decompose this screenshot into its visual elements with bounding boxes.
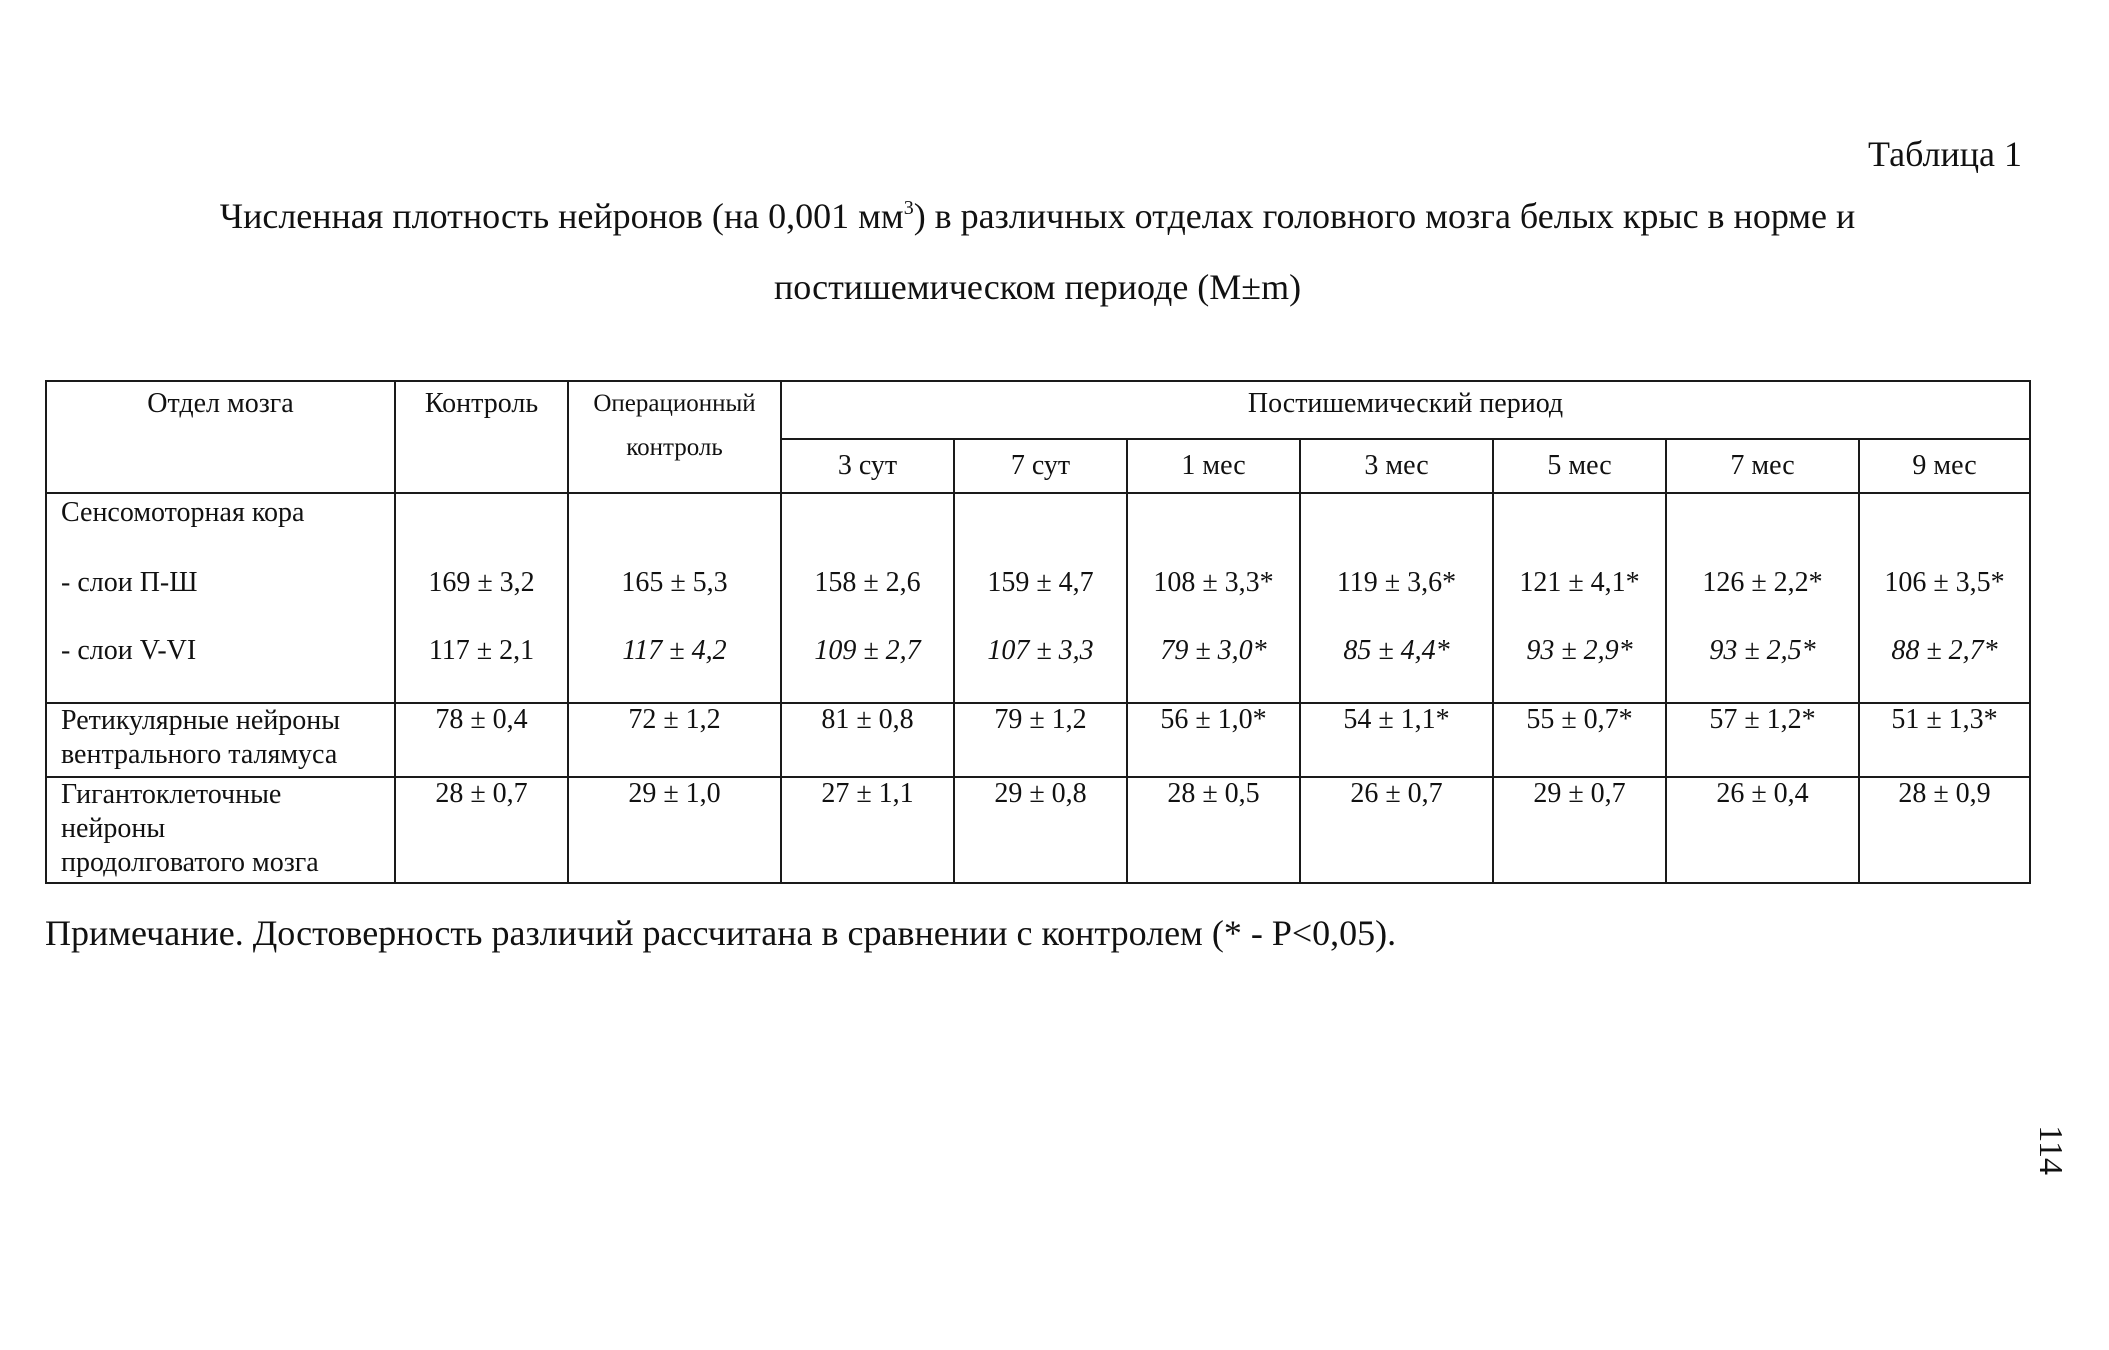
cell-op-control xyxy=(568,493,781,703)
table-cell: 27 ± 1,1 xyxy=(781,777,954,883)
table-cell: 29 ± 0,8 xyxy=(954,777,1127,883)
value-layers-5-6: 109 ± 2,7 xyxy=(814,635,921,666)
giant-name-line1: Гигантоклеточные xyxy=(61,779,282,810)
table-row-reticular xyxy=(46,703,2030,777)
cell-1m xyxy=(1127,493,1300,703)
table-cell: 29 ± 1,0 xyxy=(568,777,781,883)
table-cell: 26 ± 0,4 xyxy=(1666,777,1859,883)
sensorimotor-sub-layers-5-6: - слои V-VI xyxy=(61,635,197,666)
title-superscript: 3 xyxy=(903,197,914,219)
header-postischemic: Постишемический период xyxy=(781,381,2030,439)
table-cell: 28 ± 0,9 xyxy=(1859,777,2030,883)
value-layers-2-3: 169 ± 3,2 xyxy=(428,567,535,598)
page-number: 114 xyxy=(2032,1125,2069,1175)
neuron-density-table xyxy=(45,380,2031,884)
table-cell: 78 ± 0,4 xyxy=(395,703,568,777)
value-layers-5-6: 117 ± 4,2 xyxy=(622,635,727,666)
sensorimotor-sub-layers-2-3: - слои П-Ш xyxy=(61,567,198,598)
reticular-name-line1: Ретикулярные нейроны xyxy=(61,705,341,736)
value-layers-2-3: 121 ± 4,1* xyxy=(1519,567,1640,598)
cell-3d xyxy=(781,493,954,703)
row-label-sensorimotor xyxy=(46,493,395,703)
table-title-line-2: постишемическом периоде (M±m) xyxy=(773,267,1302,307)
table-cell: 29 ± 0,7 xyxy=(1493,777,1666,883)
table-row-sensorimotor xyxy=(46,493,2030,703)
sensorimotor-title: Сенсомоторная кора xyxy=(61,497,305,528)
value-layers-5-6: 79 ± 3,0* xyxy=(1160,635,1267,666)
value-layers-5-6: 88 ± 2,7* xyxy=(1891,635,1998,666)
table-cell: 28 ± 0,5 xyxy=(1127,777,1300,883)
value-layers-5-6: 93 ± 2,5* xyxy=(1709,635,1816,666)
header-op-control xyxy=(568,381,781,493)
table-cell: 81 ± 0,8 xyxy=(781,703,954,777)
title-text-b: ) в различных отделах головного мозга белых крыс в норме и xyxy=(913,196,1856,236)
table-note: Примечание. Достоверность различий рассчитана в сравнении с контролем (* - P<0,05). xyxy=(45,913,1397,953)
table-cell: 26 ± 0,7 xyxy=(1300,777,1493,883)
header-row-1 xyxy=(46,381,2030,439)
table-title-line-1 xyxy=(0,195,2075,237)
value-layers-2-3: 159 ± 4,7 xyxy=(987,567,1094,598)
header-op-control-line2: контроль xyxy=(626,434,723,461)
value-layers-2-3: 165 ± 5,3 xyxy=(621,567,728,598)
header-period-7d: 7 сут xyxy=(954,439,1127,493)
table-cell: 79 ± 1,2 xyxy=(954,703,1127,777)
header-period-7m: 7 мес xyxy=(1666,439,1859,493)
cell-7m xyxy=(1666,493,1859,703)
table-cell: 72 ± 1,2 xyxy=(568,703,781,777)
value-layers-2-3: 119 ± 3,6* xyxy=(1336,567,1457,598)
row-label-reticular xyxy=(46,703,395,777)
giant-name-line2: нейроны xyxy=(61,813,166,844)
header-region: Отдел мозга xyxy=(46,381,395,493)
value-layers-5-6: 117 ± 2,1 xyxy=(428,635,535,666)
header-period-3m: 3 мес xyxy=(1300,439,1493,493)
header-period-9m: 9 мес xyxy=(1859,439,2030,493)
table-cell: 57 ± 1,2* xyxy=(1666,703,1859,777)
cell-3m xyxy=(1300,493,1493,703)
value-layers-5-6: 93 ± 2,9* xyxy=(1526,635,1633,666)
value-layers-2-3: 108 ± 3,3* xyxy=(1153,567,1274,598)
header-period-1m: 1 мес xyxy=(1127,439,1300,493)
table-row-giant xyxy=(46,777,2030,883)
value-layers-5-6: 85 ± 4,4* xyxy=(1343,635,1450,666)
value-layers-2-3: 106 ± 3,5* xyxy=(1884,567,2005,598)
value-layers-2-3: 126 ± 2,2* xyxy=(1702,567,1823,598)
header-period-3d: 3 сут xyxy=(781,439,954,493)
cell-9m xyxy=(1859,493,2030,703)
cell-5m xyxy=(1493,493,1666,703)
table-cell: 56 ± 1,0* xyxy=(1127,703,1300,777)
table-cell: 54 ± 1,1* xyxy=(1300,703,1493,777)
cell-control xyxy=(395,493,568,703)
cell-7d xyxy=(954,493,1127,703)
table-cell: 51 ± 1,3* xyxy=(1859,703,2030,777)
header-control: Контроль xyxy=(395,381,568,493)
table-number: Таблица 1 xyxy=(1868,134,2022,174)
table-cell: 55 ± 0,7* xyxy=(1493,703,1666,777)
value-layers-2-3: 158 ± 2,6 xyxy=(814,567,921,598)
header-period-5m: 5 мес xyxy=(1493,439,1666,493)
reticular-name-line2: вентрального талямуса xyxy=(61,739,338,770)
value-layers-5-6: 107 ± 3,3 xyxy=(987,635,1094,666)
row-label-giant xyxy=(46,777,395,883)
title-text-a: Численная плотность нейронов (на 0,001 мм xyxy=(219,196,904,236)
table-cell: 28 ± 0,7 xyxy=(395,777,568,883)
giant-name-line3: продолговатого мозга xyxy=(61,847,319,878)
header-op-control-line1: Операционный xyxy=(593,390,756,417)
